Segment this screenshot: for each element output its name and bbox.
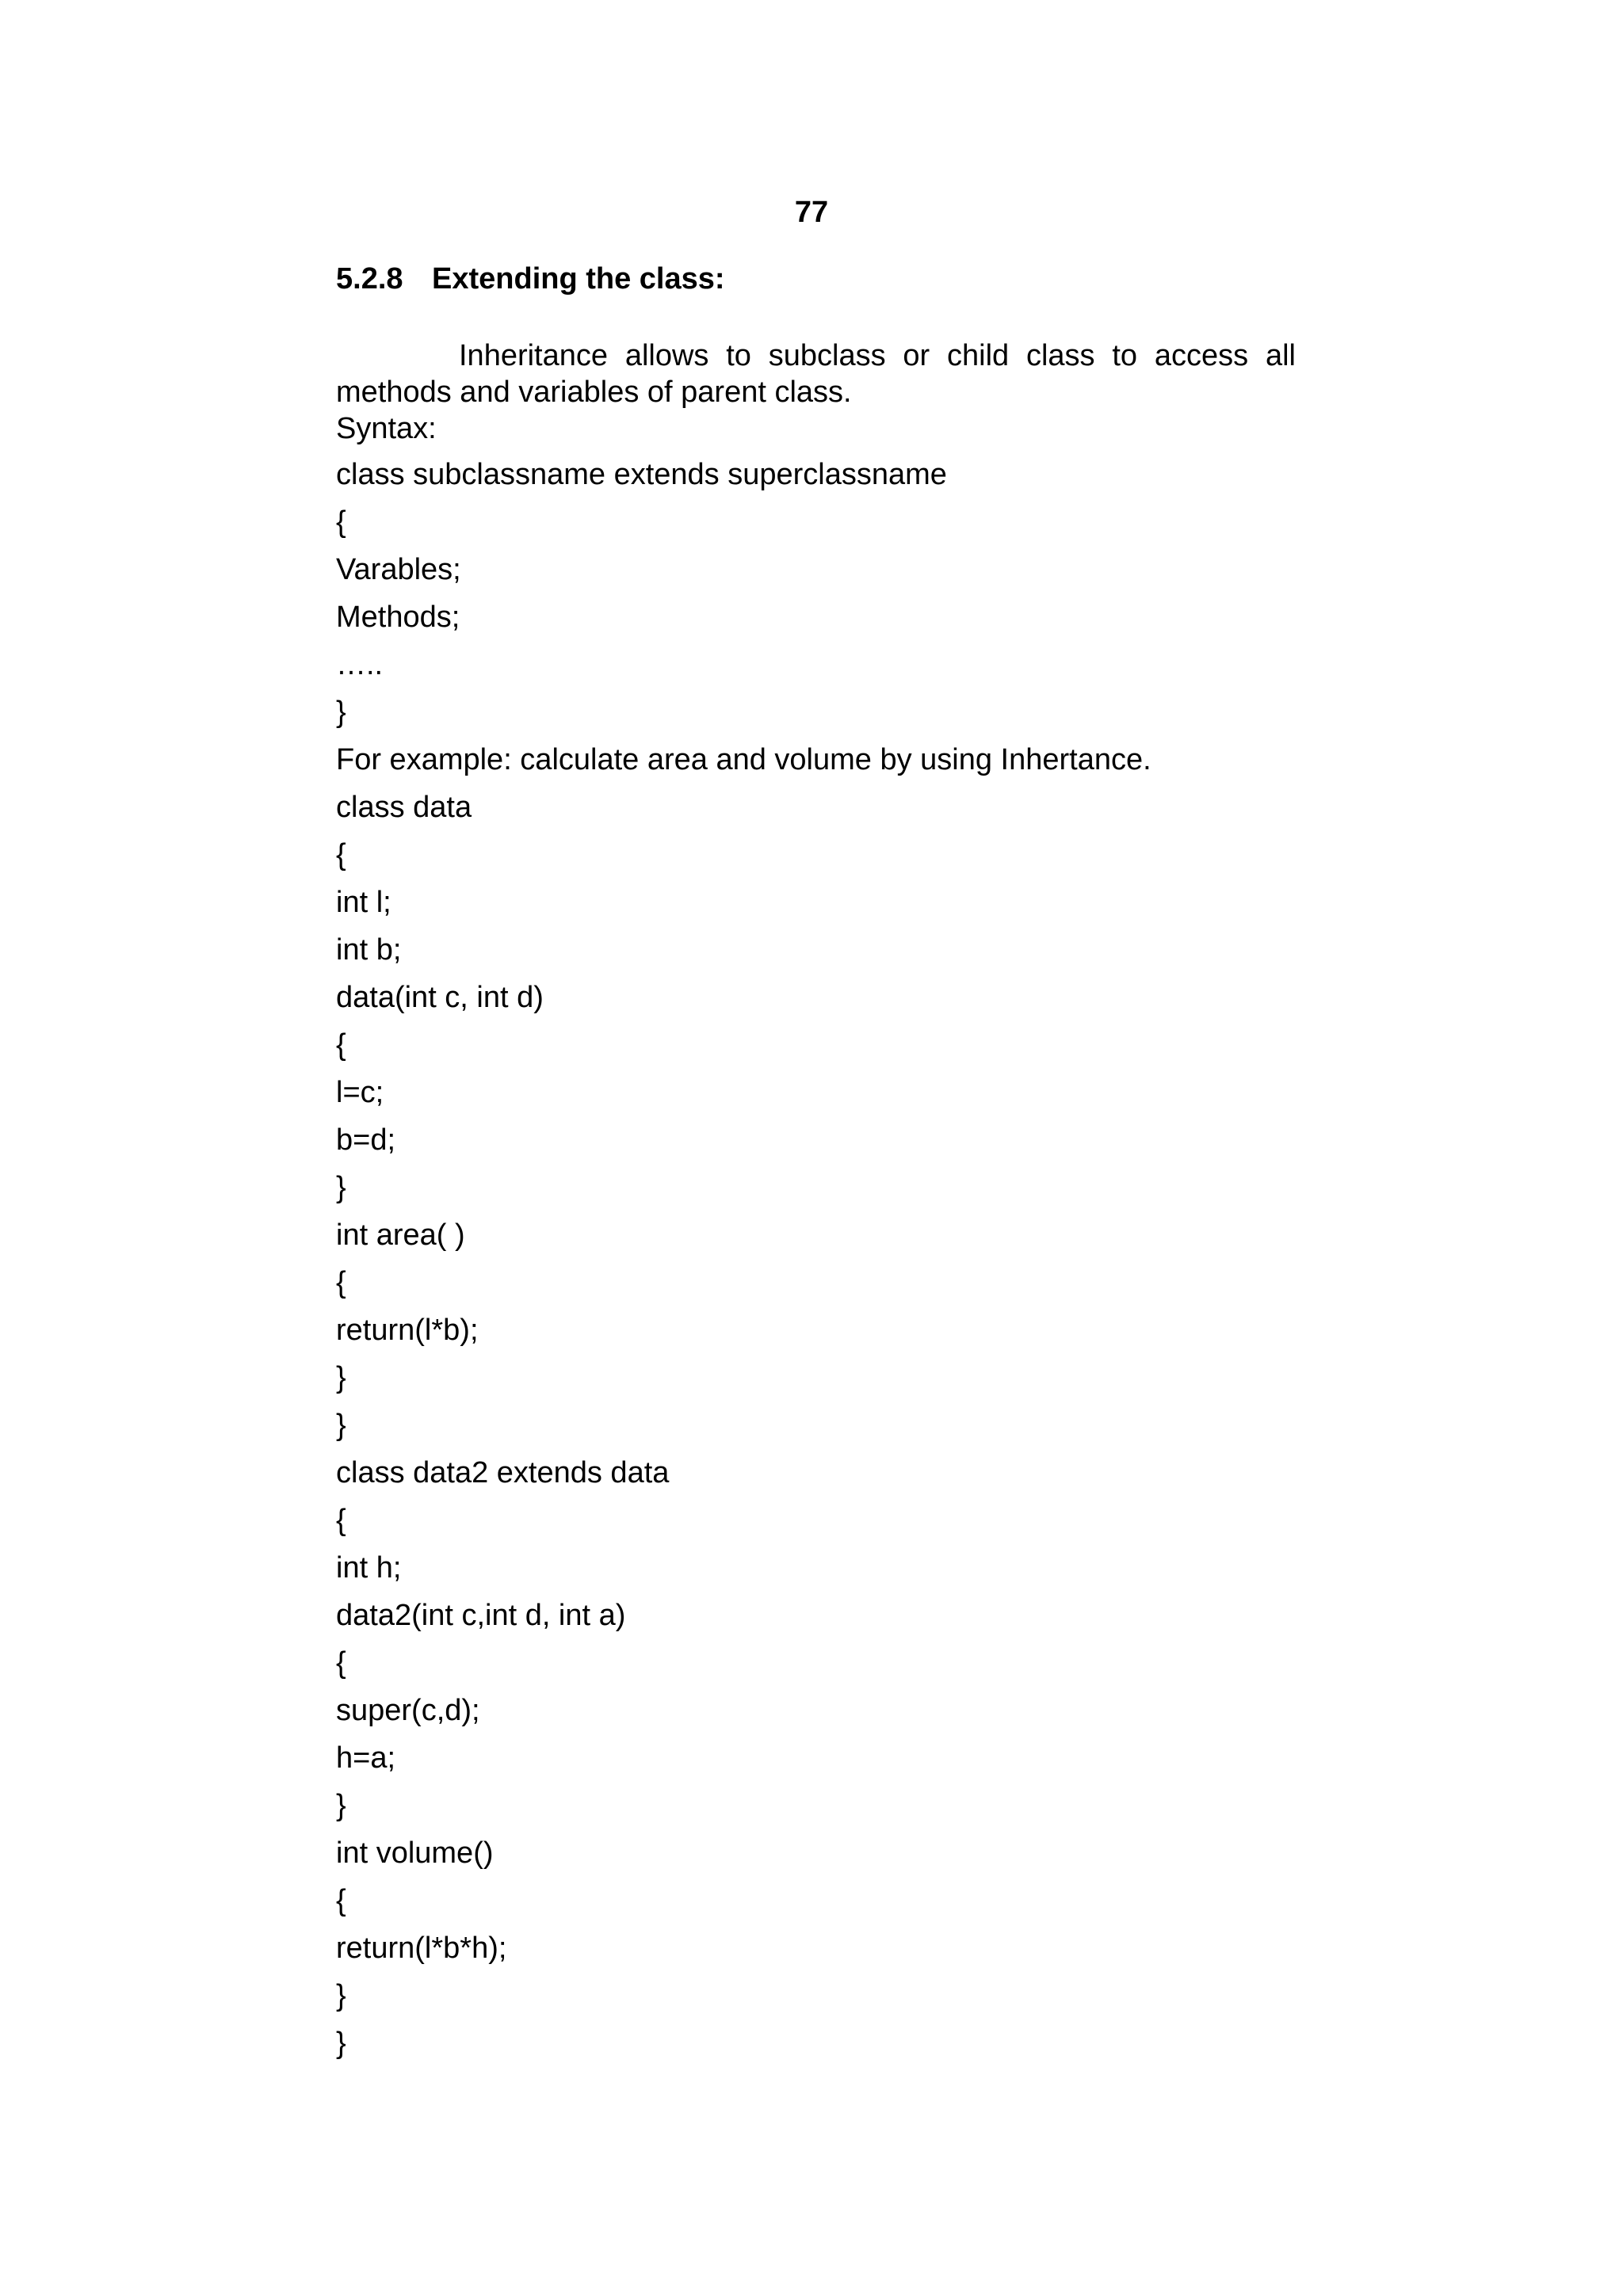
code-line: { [336,1266,346,1299]
code-line: } [336,696,346,729]
code-line: return(l*b*h); [336,1932,507,1965]
code-line: int l; [336,886,391,919]
code-line: { [336,1504,346,1537]
syntax-label: Syntax: [336,412,437,445]
intro-paragraph [336,338,1296,410]
code-line: } [336,1979,346,2012]
code-line: Methods; [336,601,460,634]
code-line: { [336,1884,346,1917]
code-line: } [336,1171,346,1204]
code-line: { [336,838,346,871]
code-line: { [336,1646,346,1680]
code-line: } [336,2027,346,2060]
code-line: Varables; [336,553,461,586]
section-heading [336,261,725,296]
section-title: Extending the class: [432,262,725,296]
code-line: data(int c, int d) [336,981,544,1014]
code-line: { [336,505,346,539]
code-line: class data2 extends data [336,1456,670,1489]
code-line: int h; [336,1551,402,1585]
intro-text: Inheritance allows to subclass or child class to access all methods and variables of parent class. [336,339,1296,409]
section-number: 5.2.8 [336,262,403,296]
code-listing [336,455,1151,2071]
code-line: data2(int c,int d, int a) [336,1599,626,1632]
code-line: { [336,1028,346,1062]
code-line: super(c,d); [336,1694,480,1727]
code-line: class subclassname extends superclassname [336,458,947,491]
code-line: For example: calculate area and volume by using Inhertance. [336,743,1151,776]
code-line: return(l*b); [336,1314,479,1347]
code-line: b=d; [336,1123,396,1157]
code-line: } [336,1361,346,1394]
code-line: ….. [336,648,384,681]
code-line: int volume() [336,1836,494,1870]
code-line: l=c; [336,1076,384,1109]
code-line: } [336,1789,346,1822]
code-line: int area( ) [336,1219,465,1252]
code-line: class data [336,791,472,824]
page-number: 77 [794,196,829,229]
code-line: h=a; [336,1741,396,1775]
code-line: } [336,1409,346,1442]
code-line: int b; [336,933,402,967]
